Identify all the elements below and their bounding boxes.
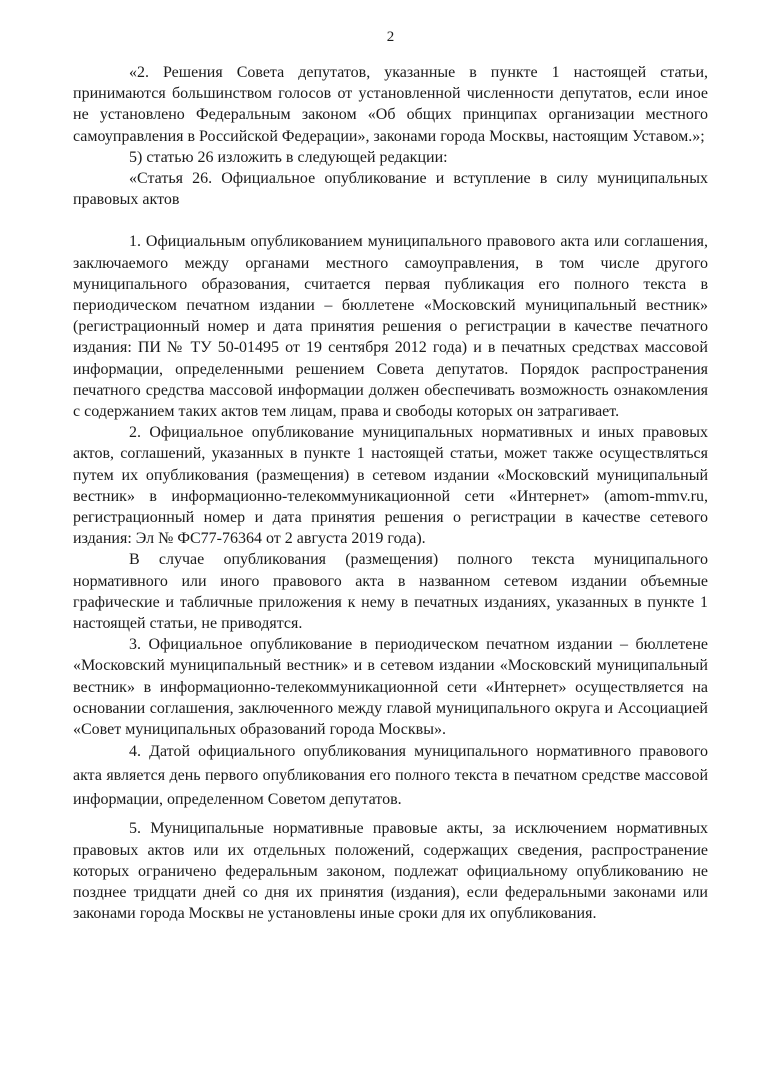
paragraph-item-3: 3. Официальное опубликование в периодическом печатном издании – бюллетене «Московский муниципальный вестник» и в сетевом издании «Московский муниципальный вестник» в информационно-телекоммуникационной сети «Интернет» осуществляется на основании соглашения, заключенного между главой муниципального округа и Ассоциацией «Совет муниципальных образований города Москвы». (73, 636, 708, 739)
article-heading: «Статья 26. Официальное опубликование и вступление в силу муниципальных правовых актов (73, 170, 708, 209)
paragraph-item-4: 4. Датой официального опубликования муниципального нормативного правового акта является день первого опубликования его полного текста в печатном средстве массовой информации, определенном Советом депутатов. (73, 743, 708, 809)
page-number: 2 (386, 29, 395, 45)
paragraph-decision-rule: «2. Решения Совета депутатов, указанные в пункте 1 настоящей статьи, принимаются большинством голосов от установленной численности депутатов, если иное не установлено Федеральным законом «Об общих принципах организации местного самоуправления в Российской Федерации», законами города Москвы, настоящим Уставом.»; (73, 64, 708, 145)
blank-line (73, 210, 708, 231)
paragraph-item-5: 5. Муниципальные нормативные правовые акты, за исключением нормативных правовых актов или их отдельных положений, содержащих сведения, распространение которых ограничено федеральным законом, подлежат официальному опубликованию не позднее тридцати дней со дня их принятия (издания), если федеральными законами или законами города Москвы не установлены иные сроки для их опубликования. (73, 820, 708, 923)
paragraph-item-1: 1. Официальным опубликованием муниципального правового акта или соглашения, заключаемого между органами местного самоуправления, в том числе другого муниципального образования, считается первая публикация его полного текста в периодическом печатном издании – бюллетене «Московский муниципальный вестник» (регистрационный номер и дата принятия решения о регистрации в качестве печатного издания: ПИ № ТУ 50-01495 от 19 сентября 2012 года) и в печатных средствах массовой информации, определенными решением Совета депутатов. Порядок распространения печатного средства массовой информации должен обеспечивать возможность ознакомления с содержанием таких актов тем лицам, права и свободы которых он затрагивает. (73, 233, 708, 421)
paragraph-amendment-intro: 5) статью 26 изложить в следующей редакции: (129, 148, 448, 166)
paragraph-item-2: 2. Официальное опубликование муниципальных нормативных и иных правовых актов, соглашений, указанных в пункте 1 настоящей статьи, может также осуществляться путем их опубликования (размещения) в сетевом издании «Московский муниципальный вестник» в информационно-телекоммуникационной сети «Интернет» (amom-mmv.ru, регистрационный номер и дата принятия решения о регистрации в качестве сетевого издания: Эл № ФС77-76364 от 2 августа 2019 года). (73, 424, 708, 548)
paragraph-item-2-note: В случае опубликования (размещения) полного текста муниципального нормативного или иного правового акта в названном сетевом издании объемные графические и табличные приложения к нему в печатных изданиях, указанных в пункте 1 настоящей статьи, не приводятся. (73, 551, 708, 633)
